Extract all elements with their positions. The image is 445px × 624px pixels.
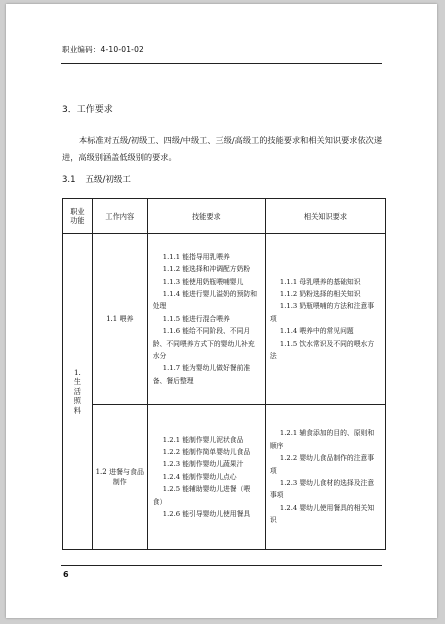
skill-item: 1.1.5 能进行混合喂养 xyxy=(162,314,230,323)
header-skills: 技能要求 xyxy=(147,199,265,234)
skill-item: 1.2.6 能引导婴幼儿使用餐具 xyxy=(162,510,251,519)
knowledge-item: 1.1.5 饮水常识及不同的喂水方法 xyxy=(269,339,375,361)
table-row xyxy=(63,405,386,550)
subsection-number: 3.1 xyxy=(62,175,76,185)
requirements-table xyxy=(62,198,386,550)
knowledge-item: 1.2.3 婴幼儿食材的选择及注意事项 xyxy=(269,479,375,500)
skills-cell xyxy=(147,405,265,550)
knowledge-item: 1.2.2 婴幼儿食品制作的注意事项 xyxy=(269,454,375,475)
occupation-code: 职业编码：4-10-01-02 xyxy=(62,45,145,54)
skill-item: 1.1.6 能给不同阶段、不同月龄、不同喂养方式下的婴幼儿补充水分 xyxy=(152,327,255,361)
header-content: 工作内容 xyxy=(92,199,147,234)
content-cell: 1.2 进餐与食品制作 xyxy=(92,405,147,550)
knowledge-item: 1.2.4 婴幼儿使用餐具的相关知识 xyxy=(269,503,375,525)
table-header-row xyxy=(63,199,386,234)
knowledge-cell xyxy=(265,234,385,405)
section-title: 3．工作要求 xyxy=(62,105,113,115)
footer-rule xyxy=(61,565,382,566)
skill-item: 1.2.4 能制作婴幼儿点心 xyxy=(162,472,237,481)
section-intro: 本标准对五级/初级工、四级/中级工、三级/高级工的技能要求和相关知识要求依次递进，高级别涵盖低级别的要求。 xyxy=(62,135,383,162)
skill-item: 1.1.1 能指导用乳喂养 xyxy=(162,252,230,261)
skill-item: 1.1.4 能进行婴儿溢奶的预防和处理 xyxy=(152,289,257,311)
skill-item: 1.1.7 能为婴幼儿做好餐前准备、餐后整理 xyxy=(152,364,251,385)
document-page xyxy=(6,4,437,618)
content-cell: 1.1 喂养 xyxy=(92,234,147,405)
knowledge-item: 1.2.1 辅食添加的目的、原则和顺序 xyxy=(269,429,375,450)
skill-item: 1.1.2 能选择和冲调配方奶粉 xyxy=(162,265,251,274)
knowledge-item: 1.1.2 奶粉选择的相关知识 xyxy=(279,289,361,298)
subsection-label: 五级/初级工 xyxy=(85,175,131,185)
skill-item: 1.2.3 能制作婴幼儿蔬果汁 xyxy=(162,460,244,469)
header-function: 职业功能 xyxy=(63,199,93,234)
knowledge-item: 1.1.3 奶瓶喂哺的方法和注意事项 xyxy=(269,302,375,323)
skill-item: 1.2.2 能制作简单婴幼儿食品 xyxy=(162,447,251,456)
knowledge-cell xyxy=(265,405,385,550)
knowledge-item: 1.1.1 母乳喂养的基础知识 xyxy=(279,277,361,286)
skill-item: 1.1.3 能使用奶瓶喂哺婴儿 xyxy=(162,277,244,286)
table-row xyxy=(63,234,386,405)
page-number: 6 xyxy=(63,570,69,579)
subsection-title xyxy=(62,173,131,185)
header-knowledge: 相关知识要求 xyxy=(265,199,385,234)
header-rule xyxy=(61,63,382,64)
function-cell xyxy=(63,234,93,550)
skill-item: 1.2.5 能辅助婴幼儿进餐（喂食） xyxy=(152,485,251,506)
skill-item: 1.2.1 能制作婴儿泥状食品 xyxy=(162,435,244,444)
skills-cell xyxy=(147,234,265,405)
knowledge-item: 1.1.4 喂养中的常见问题 xyxy=(279,327,354,336)
function-name: 1.生活照料 xyxy=(73,367,81,415)
